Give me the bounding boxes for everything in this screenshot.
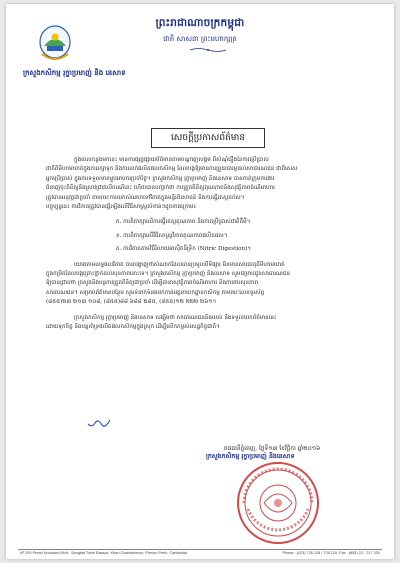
footer-divider: [18, 549, 382, 550]
list-item: គ. ការវិភាគតាមវិធីរំលាយអាស៊ីតនីទ្រិក (Nitric Digestion)។: [116, 246, 251, 253]
footer-address: Nº 200 Preah Norodom Blvd., Sangkat Tonle Bassac, Khan Chamkarmon, Phnom Penh, Cambodia: [20, 551, 187, 555]
footer: [20, 551, 380, 555]
paragraph-line: ក្រសួងកសិកម្ម រុក្ខាប្រមាញ់ និងនេសាទ សង្ឃឹមថា សាធារណជននឹងយល់ និងទទួលយកព័ត៌មាននេះ: [74, 314, 277, 321]
ministry-logo-icon: [38, 24, 72, 68]
flourish-divider-icon: [188, 47, 228, 53]
paragraph-line: យោងតាមលទ្ធផលវិភាគ បានបង្ហាញថាសំណាកដែលបានប្រមូលពីទីផ្សារ មិនមានសារធាតុគីមីហាមឃាត់: [74, 261, 285, 268]
list-item: ខ. ការពិភាក្សាលើវិធីសាស្ត្រវិភាគគុណភាពផលិតផល។: [116, 232, 228, 239]
paragraph-line: ត្រូវបានអនុវត្តជាប្រចាំ តាមរយៈការយកសំណាកទៅវិភាគក្នុងមន្ទីរពិសោធន៍ និងការធ្វើតេស្តរហ័ស។: [46, 194, 245, 201]
paragraph-line: ជំនាញចុះពិនិត្យនិងស្រាវជ្រាវលើករណីនេះ ហើយបានបញ្ជាក់ថា ការត្រួតពិនិត្យគុណភាពនិងសុវត្ថិភាពចំណីអាហារ: [46, 185, 275, 192]
paragraph-line: ក្នុងកម្រិតដែលបង្កគ្រោះថ្នាក់ដល់សុខភាពនោះទេ។ ក្រសួងកសិកម្ម រុក្ខាប្រមាញ់ និងនេសាទ សូមជម្រាបជូនសាធារណជន: [46, 271, 290, 278]
signatory: ក្រសួងកសិកម្ម រុក្ខាប្រមាញ់ និងនេសាទ: [206, 453, 295, 460]
ministry-name: ក្រសួងកសិកម្ម រុក្ខាប្រមាញ់ និង នេសាទ: [23, 68, 126, 77]
handwritten-mark-icon: [86, 416, 112, 430]
paragraph-line: ឱ្យបានជ្រាបថា ក្រសួងនឹងបន្តការត្រួតពិនិត្យជាប្រចាំ ដើម្បីធានាសុវត្ថិភាពចំណីអាហារ និងការពារសុខភាព: [46, 280, 259, 287]
paragraph-line: សាធារណជន។ សម្រាប់ព័ត៌មានបន្ថែម សូមទំនាក់ទំនងមកកាន់អគ្គនាយកដ្ឋានកសិកម្ម តាមរយៈលេខទូរស័ព្ទ: [46, 289, 265, 296]
paragraph-line: ដោយទុកចិត្ត និងបន្តគាំទ្រផលិតផលកសិកម្មក្នុងស្រុក ដើម្បីលើកកម្ពស់សេដ្ឋកិច្ចជាតិ។: [46, 324, 220, 331]
paragraph-line: ជាតិគីមីហាមឃាត់ក្នុងការរក្សាទុក និងការលក់ផលិតផលកសិកម្ម ដែលបង្កឱ្យមានការព្រួយបារម្ភដល់សាធារណជន ជាពិសេស: [46, 166, 298, 173]
paragraph-line: បច្ចុប្បន្ននេះ ការវិភាគត្រូវបានធ្វើឡើងលើវិធីសាស្ត្រសំខាន់ៗដូចខាងក្រោម៖: [46, 204, 196, 211]
list-item: ក. ការពិភាក្សាលើការធ្វើតេស្តគុណភាព និងការប្រើប្រាស់ជាតិគីមី។: [116, 219, 251, 226]
paragraph-line: (៨៥៥)២៣ ២១៣ ១០៨, (៨៥៥)៨៨ ៦៨៨ ២៨៥, (៨៥៥)១២ ២២២ ២៦១។: [46, 299, 217, 306]
document-page: [6, 4, 394, 559]
paragraph-line: អ្នកប្រើប្រាស់ ក្នុងការទទួលទានម្ហូបអាហារប្រចាំថ្ងៃ។ ក្រសួងកសិកម្ម រុក្ខាប្រមាញ់ និងនេសាទ បានចាត់ក្រុមការងារ: [46, 175, 275, 182]
official-seal-icon: [234, 459, 322, 547]
document-body: [46, 156, 364, 333]
kingdom-heading: ព្រះរាជាណាចក្រកម្ពុជា: [155, 17, 245, 29]
footer-phone: Phone : (023) 726 128 / 726 129, Fax : (855) 23 - 217 320: [282, 551, 380, 555]
document-title: សេចក្តីប្រកាសព័ត៌មាន: [151, 128, 265, 148]
paragraph-line: ក្នុងពេលកន្លងមកនេះ មានការផ្សព្វផ្សាយព័ត៌មានតាមបណ្តាញសង្គម ពីសំណុំរឿងនៃការប្រើប្រាស់: [74, 157, 269, 163]
date-line: រាជធានីភ្នំពេញ, ថ្ងៃទី១៣ ខែវិច្ឆិកា ឆ្នាំ២០១៦: [224, 446, 321, 452]
national-motto: ជាតិ សាសនា ព្រះមហាក្សត្រ: [163, 35, 237, 43]
